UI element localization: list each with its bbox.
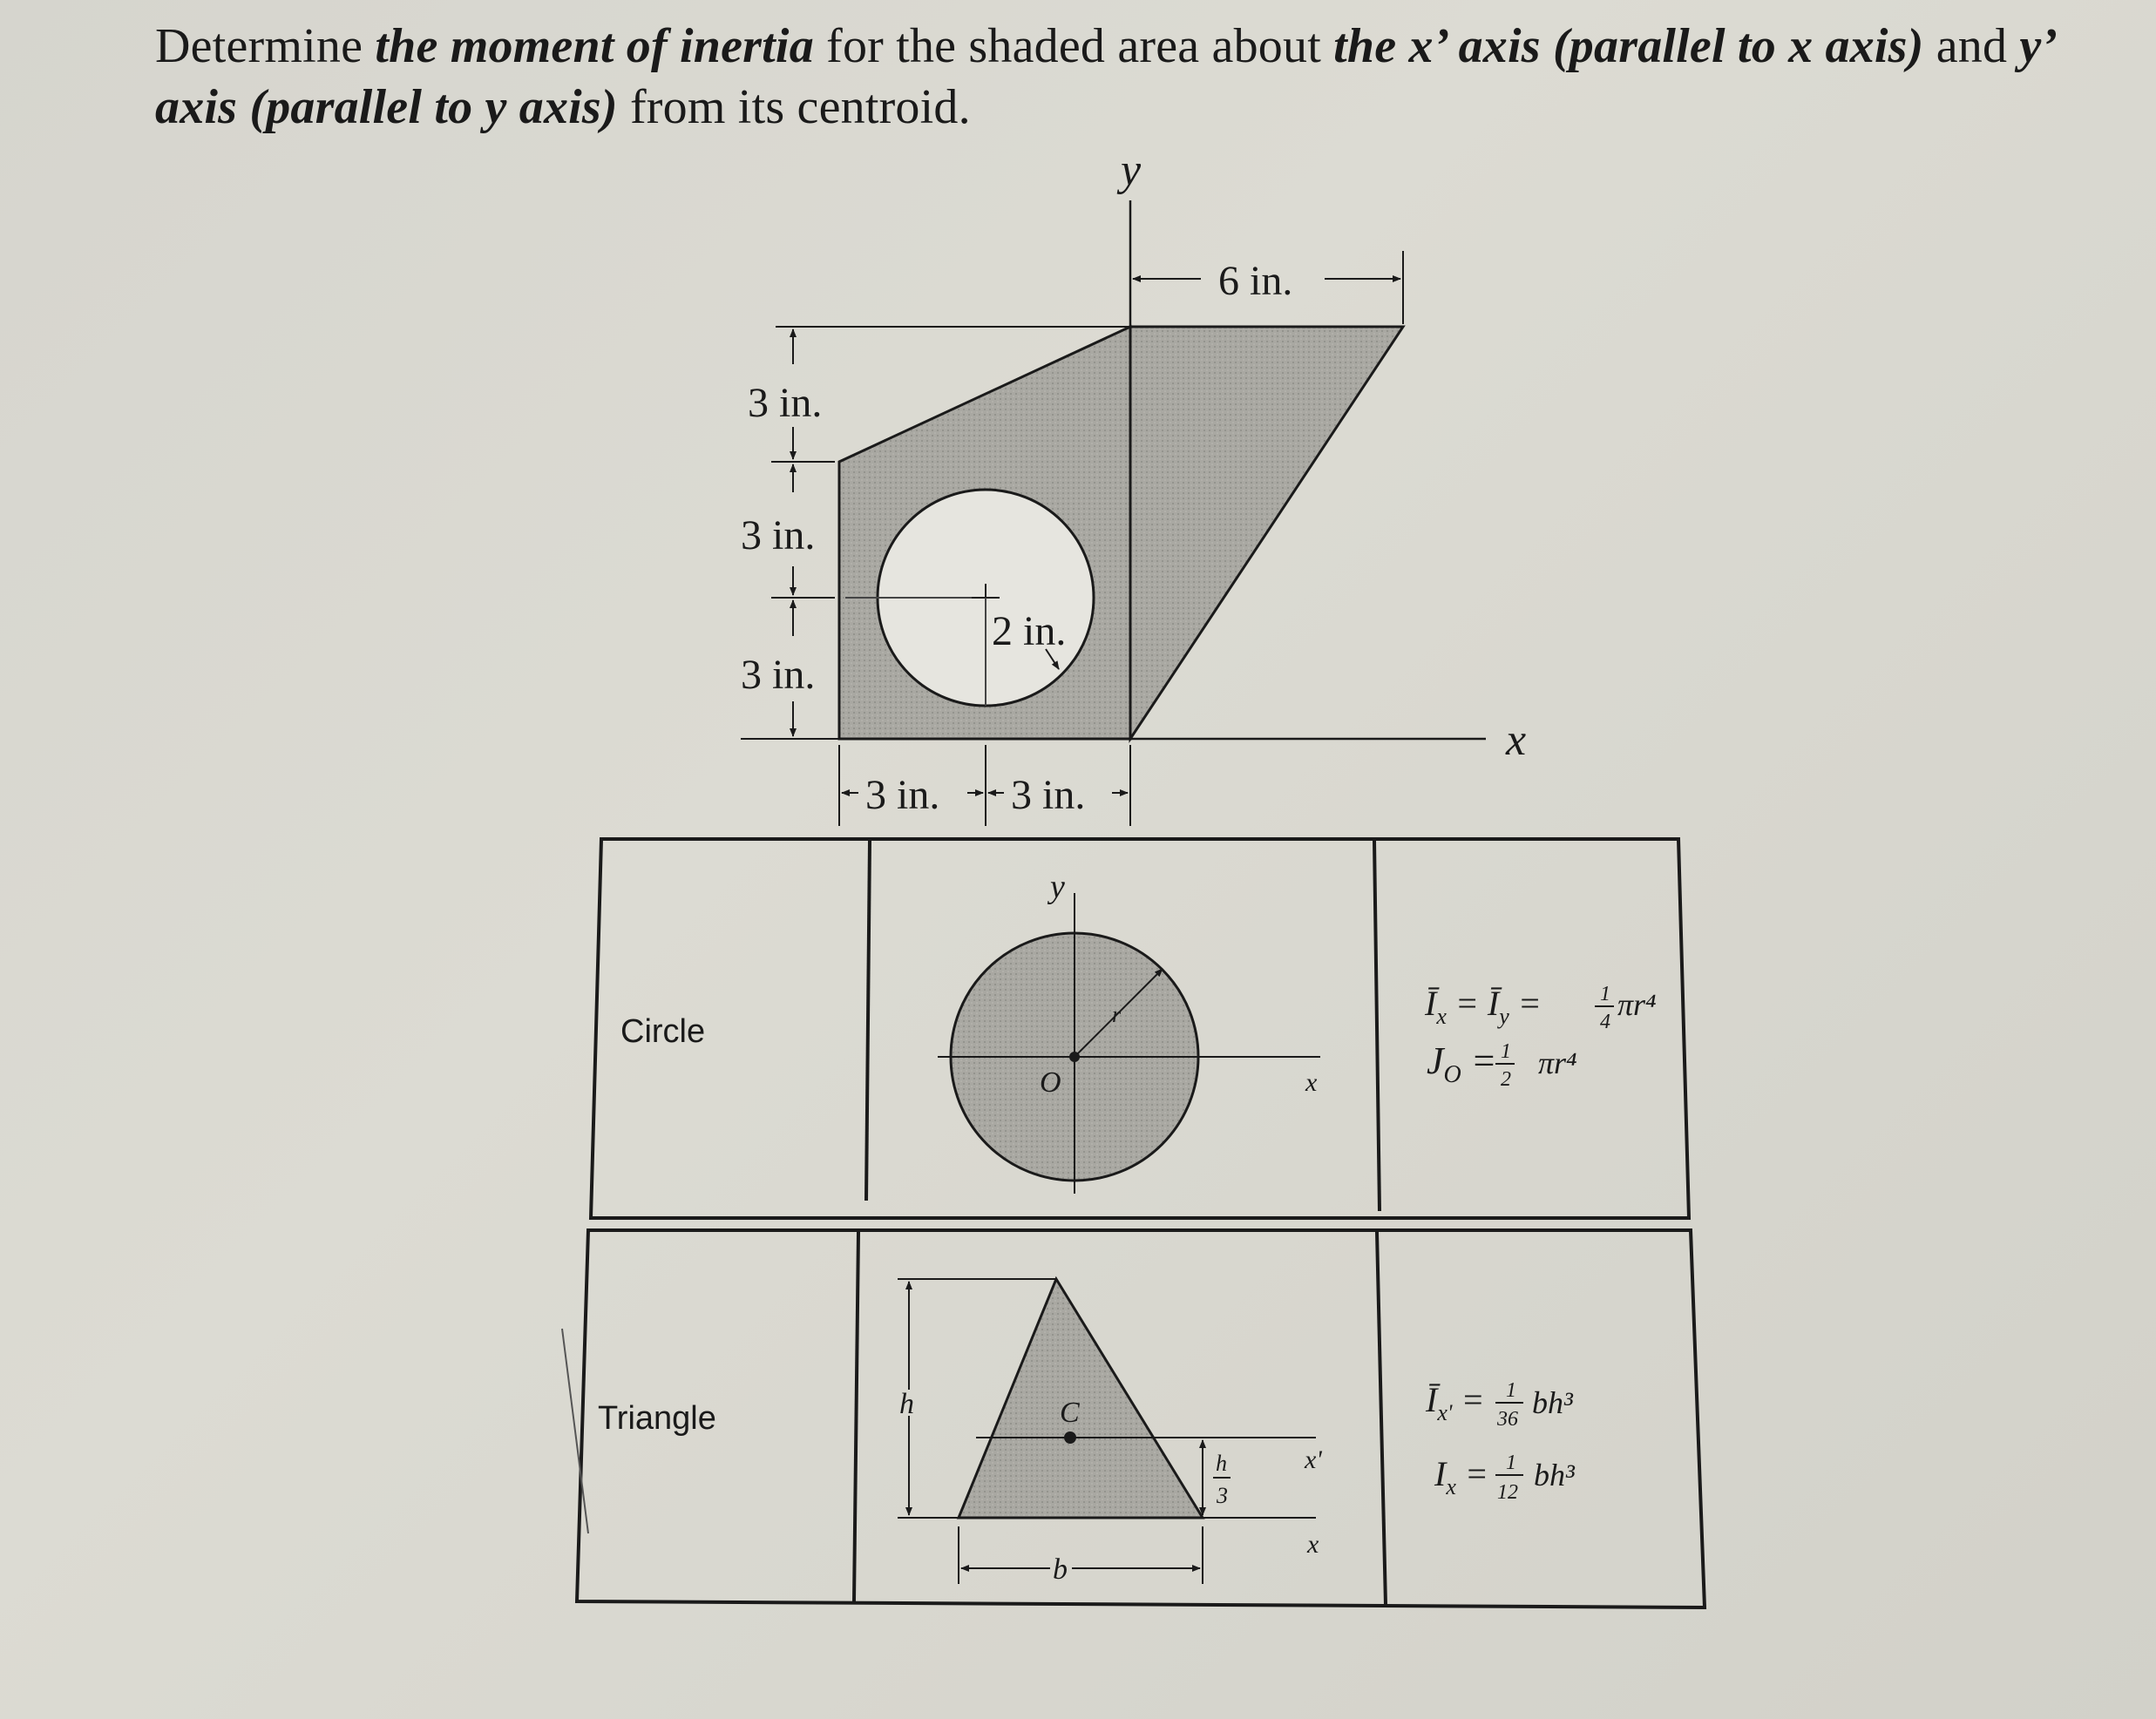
circle-radius-label: r — [1112, 1002, 1122, 1027]
triangle-formula-2: $I_x$ = — [1434, 1454, 1488, 1499]
q-text-3: and — [1923, 19, 2020, 73]
triangle-c-label: C — [1060, 1397, 1080, 1429]
q-text-2: for the shaded area about — [813, 19, 1334, 73]
dim-top — [1133, 251, 1403, 324]
table-row-circle — [591, 839, 1689, 1218]
circle-f2-den: 2 — [1501, 1068, 1511, 1091]
table-row-triangle — [562, 1230, 1705, 1607]
q-emph-3: y’ axis (parallel to y axis) — [155, 19, 2055, 134]
x-axis-label: x — [1506, 715, 1527, 765]
triangle-label: Triangle — [598, 1400, 716, 1437]
circle-formula-1: $Ī_x$ = $Ī_y$ = — [1425, 984, 1542, 1029]
q-text-4: from its centroid. — [617, 80, 971, 134]
q-emph-2: the x’ axis (parallel to x axis) — [1333, 19, 1924, 73]
dim-left-2-label: 3 in. — [741, 512, 816, 558]
circle-label: Circle — [620, 1013, 706, 1050]
dim-left-3-label: 3 in. — [741, 652, 816, 698]
composite-shape — [839, 327, 1403, 739]
dim-top-label: 6 in. — [1218, 258, 1293, 304]
circle-center-label: O — [1040, 1066, 1061, 1099]
triangle-b-label: b — [1053, 1553, 1068, 1586]
triangle-x-label: x — [1307, 1530, 1319, 1559]
triangle-h3-num: h — [1216, 1451, 1227, 1476]
triangle-h3-den: 3 — [1217, 1483, 1228, 1508]
triangle-h-label: h — [899, 1388, 914, 1420]
dim-bottom-1-label: 3 in. — [865, 772, 940, 818]
triangle-formula-1: $Ī_{x'}$ = — [1426, 1380, 1485, 1425]
triangle-f2-rhs: bh³ — [1534, 1458, 1575, 1492]
circle-y-label: y — [1050, 869, 1065, 905]
right-triangle — [1130, 327, 1403, 739]
q-text-1: Determine — [155, 19, 376, 73]
circle-f1-rhs: πr⁴ — [1617, 987, 1657, 1022]
circle-formula-2: $J_O$ = — [1427, 1039, 1497, 1088]
radius-label: 2 in. — [992, 608, 1067, 654]
dim-left-1-label: 3 in. — [748, 380, 823, 426]
circle-x-label: x — [1305, 1068, 1318, 1097]
y-axis-label: y — [1121, 146, 1142, 195]
triangle-xp-label: x' — [1305, 1445, 1322, 1474]
dim-bottom-2-label: 3 in. — [1011, 772, 1086, 818]
q-emph-1: the moment of inertia — [375, 19, 814, 73]
triangle-f2-num: 1 — [1506, 1452, 1516, 1474]
triangle-f2-den: 12 — [1497, 1481, 1518, 1504]
triangle-diagram — [959, 1279, 1203, 1518]
triangle-f1-rhs: bh³ — [1532, 1385, 1573, 1420]
triangle-f1-num: 1 — [1506, 1379, 1516, 1402]
triangle-f1-den: 36 — [1497, 1408, 1518, 1431]
circle-f2-num: 1 — [1501, 1040, 1511, 1063]
dim-bottom — [839, 745, 1130, 826]
circle-f1-den: 4 — [1600, 1011, 1610, 1033]
circle-f2-rhs: πr⁴ — [1538, 1046, 1577, 1080]
circle-f1-num: 1 — [1600, 983, 1610, 1005]
